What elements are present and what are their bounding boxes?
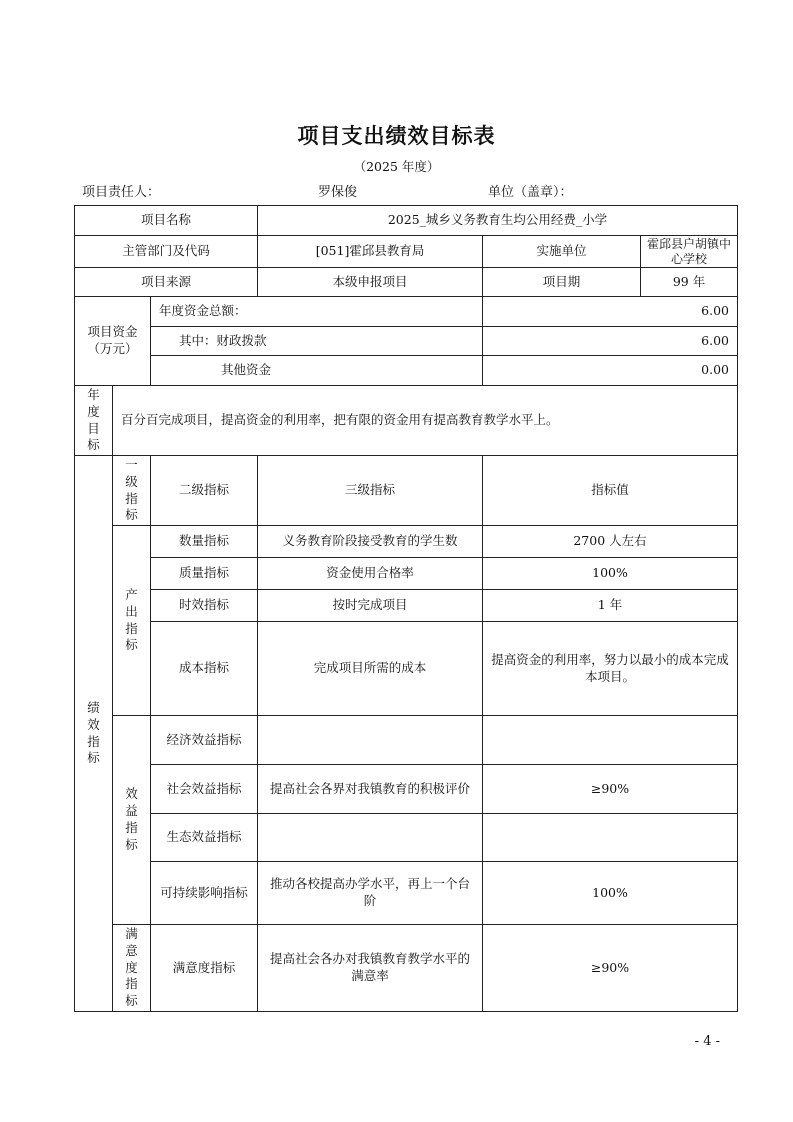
output-value: 1 年	[483, 590, 738, 622]
benefit-level2: 社会效益指标	[151, 765, 258, 814]
annual-goal-text: 百分百完成项目，提高资金的利用率，把有限的资金用有提高教育教学水平上。	[113, 386, 738, 456]
page-number: - 4 -	[694, 1034, 720, 1049]
benefit-level2: 生态效益指标	[151, 814, 258, 862]
responsible-value: 罗保俊	[318, 185, 358, 200]
output-row	[75, 590, 738, 622]
indicator-header-row	[75, 456, 738, 526]
benefit-level3	[258, 814, 483, 862]
output-level3: 按时完成项目	[258, 590, 483, 622]
col-value-header: 指标值	[483, 456, 738, 526]
satisfaction-level2: 满意度指标	[151, 925, 258, 1012]
impl-label: 实施单位	[483, 236, 641, 268]
period-label: 项目期	[483, 268, 641, 297]
funds-other-row	[75, 356, 738, 386]
funds-label-line2: （万元）	[87, 341, 138, 356]
satisfaction-level3: 提高社会各办对我镇教育教学水平的满意率	[258, 925, 483, 1012]
output-level2: 成本指标	[151, 622, 258, 716]
col-level3-header: 三级指标	[258, 456, 483, 526]
benefit-level3: 提高社会各界对我镇教育的积极评价	[258, 765, 483, 814]
output-level3: 完成项目所需的成本	[258, 622, 483, 716]
output-row	[75, 622, 738, 716]
funds-other-label: 其他资金	[151, 356, 483, 386]
satisfaction-label: 满意度指标	[113, 925, 151, 1012]
funds-other-value: 0.00	[483, 356, 738, 386]
dept-label: 主管部门及代码	[75, 236, 258, 268]
funds-fiscal-label: 其中：财政拨款	[151, 327, 483, 356]
performance-table	[74, 205, 738, 1012]
output-level2: 时效指标	[151, 590, 258, 622]
output-value: 100%	[483, 558, 738, 590]
funds-fiscal-value: 6.00	[483, 327, 738, 356]
output-value: 2700 人左右	[483, 526, 738, 558]
page-title: 项目支出绩效目标表	[297, 123, 496, 148]
output-row	[75, 558, 738, 590]
benefit-label: 效益指标	[113, 716, 151, 925]
output-level2: 质量指标	[151, 558, 258, 590]
project-name-value: 2025_城乡义务教育生均公用经费_小学	[258, 206, 738, 236]
col-level1-header: 一级指标	[113, 456, 151, 526]
benefit-value: 100%	[483, 862, 738, 925]
output-level3: 资金使用合格率	[258, 558, 483, 590]
dept-value: [051]霍邱县教育局	[258, 236, 483, 268]
benefit-level3	[258, 716, 483, 765]
responsible-label: 项目责任人：	[82, 185, 161, 200]
funds-total-value: 6.00	[483, 297, 738, 327]
benefit-row	[75, 716, 738, 765]
source-value: 本级申报项目	[258, 268, 483, 297]
funds-total-row	[75, 297, 738, 327]
output-row	[75, 526, 738, 558]
benefit-level2: 经济效益指标	[151, 716, 258, 765]
project-name-label: 项目名称	[75, 206, 258, 236]
annual-goal-label: 年度目标	[75, 386, 113, 456]
dept-row	[75, 236, 738, 268]
funds-label	[75, 297, 151, 386]
satisfaction-value: ≥90%	[483, 925, 738, 1012]
project-name-row	[75, 206, 738, 236]
year-label: （2025 年度）	[353, 159, 440, 174]
period-value: 99 年	[641, 268, 738, 297]
source-label: 项目来源	[75, 268, 258, 297]
unit-label: 单位（盖章）：	[488, 185, 573, 200]
performance-label: 绩效指标	[75, 456, 113, 1012]
funds-fiscal-row	[75, 327, 738, 356]
impl-value: 霍邱县户胡镇中心学校	[641, 236, 738, 268]
annual-goal-row	[75, 386, 738, 456]
source-row	[75, 268, 738, 297]
benefit-value: ≥90%	[483, 765, 738, 814]
benefit-row	[75, 862, 738, 925]
output-value: 提高资金的利用率，努力以最小的成本完成本项目。	[483, 622, 738, 716]
output-label: 产出指标	[113, 526, 151, 716]
benefit-row	[75, 814, 738, 862]
benefit-level2: 可持续影响指标	[151, 862, 258, 925]
benefit-value	[483, 814, 738, 862]
benefit-row	[75, 765, 738, 814]
output-level3: 义务教育阶段接受教育的学生数	[258, 526, 483, 558]
funds-label-line1: 项目资金	[87, 324, 138, 340]
output-level2: 数量指标	[151, 526, 258, 558]
satisfaction-row	[75, 925, 738, 1012]
funds-total-label: 年度资金总额：	[151, 297, 483, 327]
col-level2-header: 二级指标	[151, 456, 258, 526]
benefit-level3: 推动各校提高办学水平，再上一个台阶	[258, 862, 483, 925]
benefit-value	[483, 716, 738, 765]
